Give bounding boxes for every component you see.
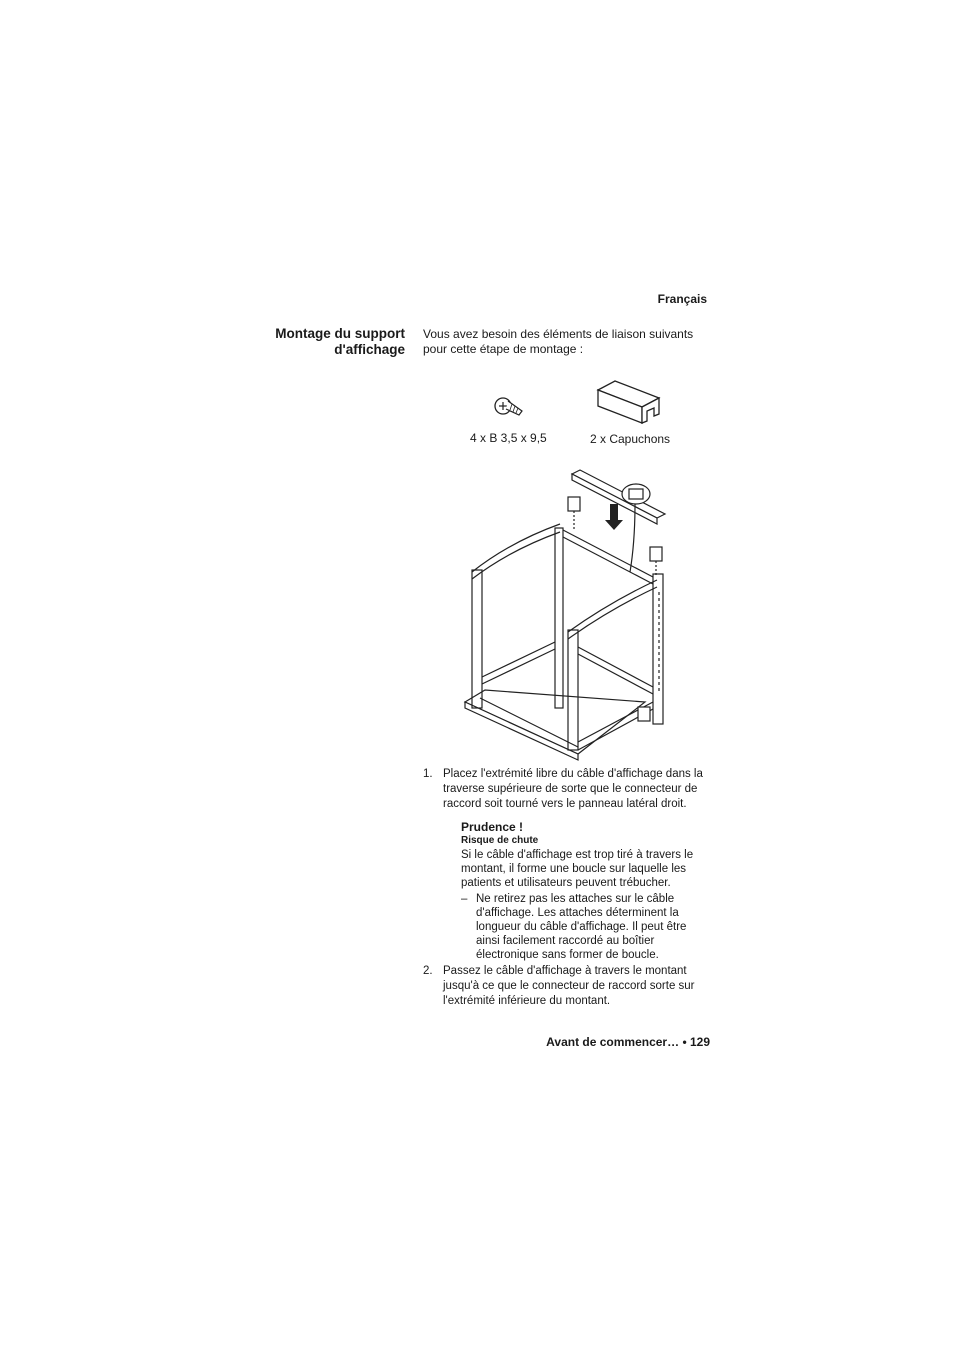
step-2-number: 2. xyxy=(423,965,433,977)
caution-bullet xyxy=(461,892,721,962)
assembly-diagram xyxy=(460,462,690,762)
step-2-line2: jusqu'à ce que le connecteur de raccord sorte sur xyxy=(443,980,695,992)
caution-bullet-line3: longueur du câble d'affichage. Il peut être xyxy=(476,921,687,933)
section-title-line2: d'affichage xyxy=(334,342,405,357)
step-2-line1: Passez le câble d'affichage à travers le montant xyxy=(443,965,687,977)
step-1-line1: Placez l'extrémité libre du câble d'affichage dans la xyxy=(443,768,703,780)
page-footer: Avant de commencer… • 129 xyxy=(546,1035,710,1049)
step-2 xyxy=(423,964,723,1012)
step-1 xyxy=(423,767,723,815)
cap-label: 2 x Capuchons xyxy=(590,432,671,446)
dash-marker: – xyxy=(461,893,468,905)
section-title xyxy=(230,326,405,358)
caution-line1: Si le câble d'affichage est trop tiré à travers le xyxy=(461,849,694,861)
step-1-line3: raccord soit tourné vers le panneau latéral droit. xyxy=(443,798,687,810)
cap-icon xyxy=(595,378,665,433)
intro-line2: pour cette étape de montage : xyxy=(423,342,584,356)
screw-icon xyxy=(490,393,530,423)
caution-bullet-line2: d'affichage. Les attaches déterminent la xyxy=(476,907,679,919)
caution-line2: montant, il forme une boucle sur laquelle les xyxy=(461,863,687,875)
caution-bullet-line5: électronique sans former de boucle. xyxy=(476,949,659,961)
intro-line1: Vous avez besoin des éléments de liaison suivants xyxy=(423,327,694,341)
screw-label: 4 x B 3,5 x 9,5 xyxy=(470,431,547,445)
caution-line3: patients et utilisateurs peuvent trébucher. xyxy=(461,877,671,889)
caution-subtitle: Risque de chute xyxy=(461,835,539,846)
step-2-line3: l'extrémité inférieure du montant. xyxy=(443,995,611,1007)
caution-title: Prudence ! xyxy=(461,820,524,834)
caution-bullet-line1: Ne retirez pas les attaches sur le câble xyxy=(476,893,675,905)
section-title-line1: Montage du support xyxy=(275,326,405,341)
step-1-line2: traverse supérieure de sorte que le connecteur de xyxy=(443,783,698,795)
caution-bullet-line4: ainsi facilement raccordé au boîtier xyxy=(476,935,655,947)
language-header: Français xyxy=(657,292,707,306)
intro-text xyxy=(423,327,723,357)
caution-block xyxy=(461,820,721,962)
step-1-number: 1. xyxy=(423,768,433,780)
